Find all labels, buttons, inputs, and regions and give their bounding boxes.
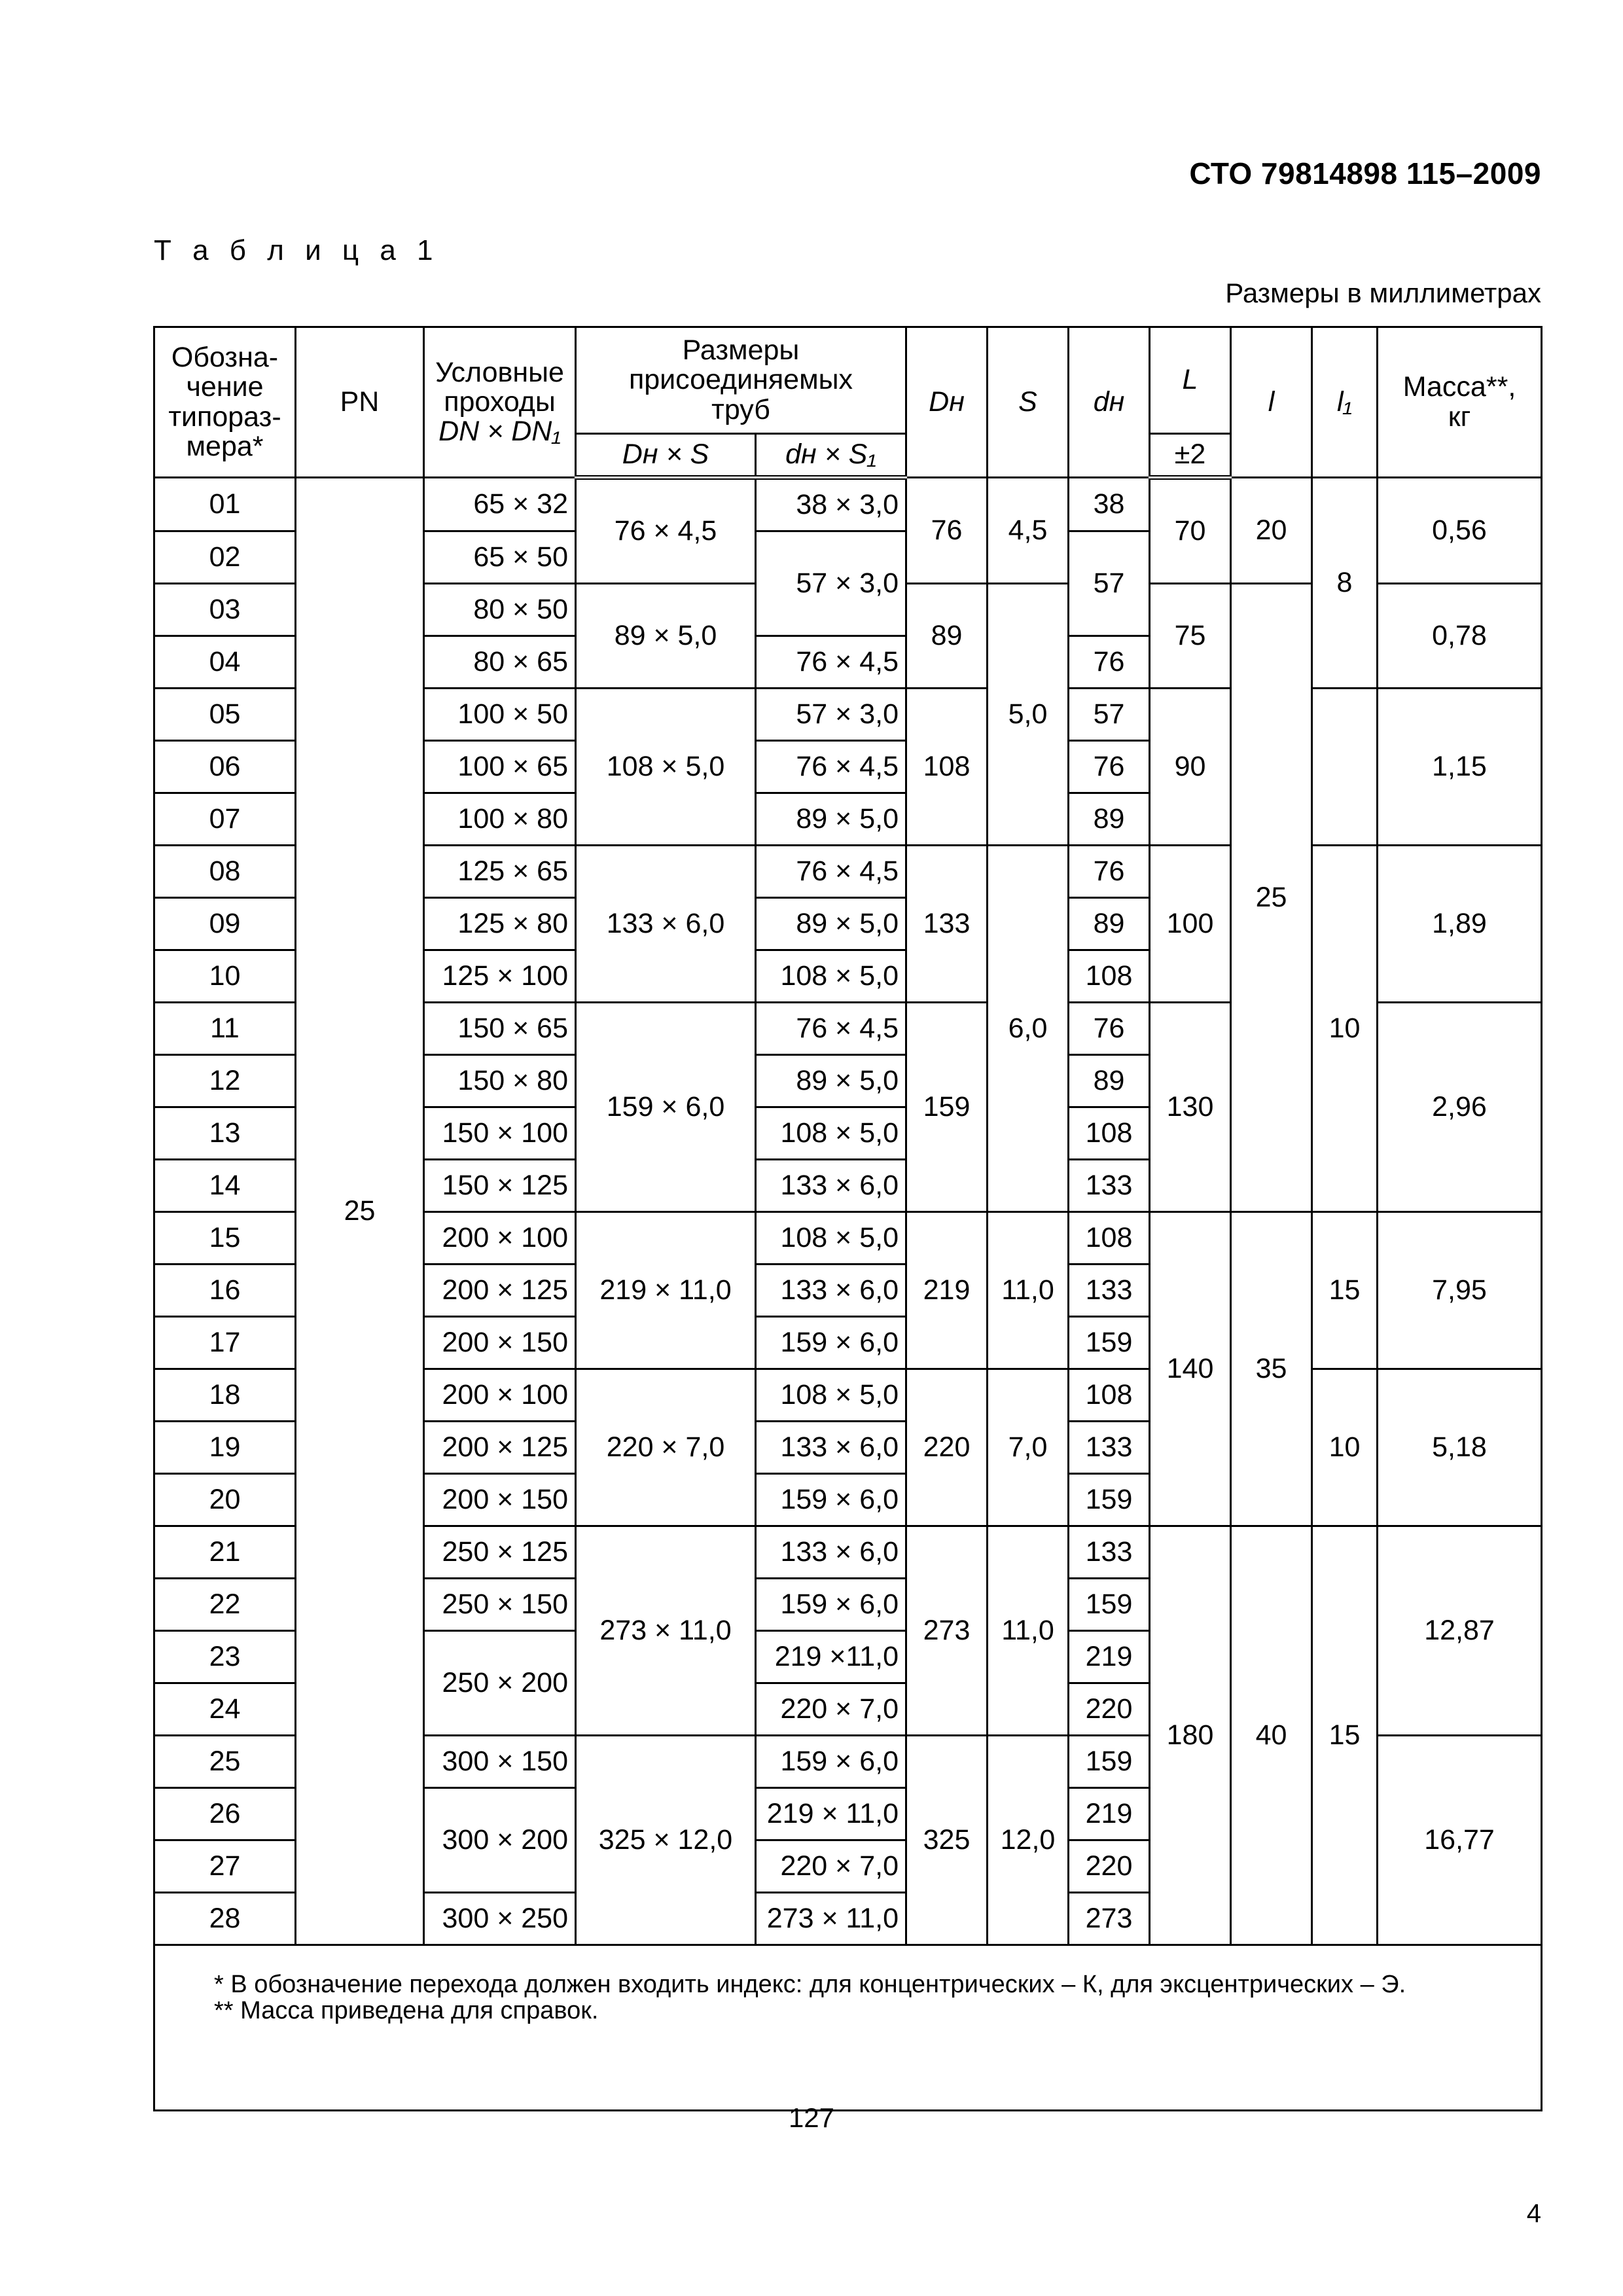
cell-designation: 25: [154, 1736, 296, 1788]
cell-designation: 19: [154, 1422, 296, 1474]
cell-pipe-Dh-S: 76 × 4,5: [576, 478, 756, 584]
cell-Dh: 76: [906, 478, 988, 584]
cell-pipe-Dh-S: 219 × 11,0: [576, 1212, 756, 1369]
cell-dh: 220: [1069, 1683, 1150, 1736]
cell-nominal: 150 × 65: [424, 1003, 576, 1055]
cell-nominal: 200 × 100: [424, 1369, 576, 1422]
cell-l1: 15: [1312, 1212, 1378, 1369]
cell-pipe-dh-S1: 76 × 4,5: [756, 846, 906, 898]
cell-designation: 18: [154, 1369, 296, 1422]
cell-designation: 26: [154, 1788, 296, 1840]
cell-dh: 108: [1069, 1107, 1150, 1160]
cell-designation: 23: [154, 1631, 296, 1683]
cell-nominal: 65 × 32: [424, 478, 576, 531]
header-pipe-Dh-S: Dн × S: [576, 434, 756, 478]
cell-pipe-dh-S1: 76 × 4,5: [756, 1003, 906, 1055]
cell-nominal: 250 × 150: [424, 1579, 576, 1631]
cell-dh: 220: [1069, 1840, 1150, 1893]
cell-pipe-dh-S1: 108 × 5,0: [756, 950, 906, 1003]
cell-designation: 22: [154, 1579, 296, 1631]
cell-pipe-dh-S1: 133 × 6,0: [756, 1422, 906, 1474]
page-number-corner: 4: [1526, 2199, 1541, 2228]
cell-pipe-dh-S1: 108 × 5,0: [756, 1107, 906, 1160]
cell-pipe-dh-S1: 159 × 6,0: [756, 1736, 906, 1788]
cell-nominal: 200 × 125: [424, 1422, 576, 1474]
cell-pipe-dh-S1: 89 × 5,0: [756, 793, 906, 846]
cell-designation: 14: [154, 1160, 296, 1212]
cell-nominal: 125 × 80: [424, 898, 576, 950]
header-l: l: [1231, 327, 1312, 478]
cell-dh: 38: [1069, 478, 1150, 531]
cell-designation: 11: [154, 1003, 296, 1055]
cell-S: 12,0: [988, 1736, 1069, 1945]
cell-nominal: 80 × 50: [424, 584, 576, 636]
cell-pipe-dh-S1: 219 × 11,0: [756, 1788, 906, 1840]
cell-pipe-dh-S1: 159 × 6,0: [756, 1579, 906, 1631]
header-nominal-label: Условные проходы: [435, 356, 564, 418]
header-nominal-sub: DN × DN₁: [438, 416, 561, 448]
cell-nominal: 150 × 100: [424, 1107, 576, 1160]
cell-nominal: 300 × 150: [424, 1736, 576, 1788]
header-designation: Обозна- чение типораз- мера*: [154, 327, 296, 478]
cell-mass: 12,87: [1378, 1526, 1542, 1736]
cell-pipe-dh-S1: 220 × 7,0: [756, 1683, 906, 1736]
cell-designation: 04: [154, 636, 296, 689]
cell-pipe-dh-S1: 76 × 4,5: [756, 741, 906, 793]
footnote-mass: ** Масса приведена для справок.: [214, 1996, 599, 2024]
cell-pipe-Dh-S: 325 × 12,0: [576, 1736, 756, 1945]
cell-pipe-Dh-S: 108 × 5,0: [576, 689, 756, 846]
cell-pipe-dh-S1: 219 ×11,0: [756, 1631, 906, 1683]
cell-dh: 273: [1069, 1893, 1150, 1945]
cell-nominal: 200 × 125: [424, 1265, 576, 1317]
cell-L: 180: [1150, 1526, 1231, 1945]
cell-S: 4,5: [988, 478, 1069, 584]
cell-l: 40: [1231, 1526, 1312, 1945]
cell-pipe-dh-S1: 57 × 3,0: [756, 689, 906, 741]
cell-S: 11,0: [988, 1212, 1069, 1369]
cell-designation: 10: [154, 950, 296, 1003]
units-note: Размеры в миллиметрах: [1225, 278, 1541, 308]
cell-pipe-dh-S1: 38 × 3,0: [756, 478, 906, 531]
cell-designation: 27: [154, 1840, 296, 1893]
cell-pipe-dh-S1: 57 × 3,0: [756, 531, 906, 636]
header-L: L: [1150, 327, 1231, 434]
header-S: S: [988, 327, 1069, 478]
cell-mass: 2,96: [1378, 1003, 1542, 1212]
header-nominal: [424, 327, 576, 478]
cell-dh: 89: [1069, 898, 1150, 950]
cell-dh: 133: [1069, 1160, 1150, 1212]
cell-designation: 09: [154, 898, 296, 950]
cell-designation: 08: [154, 846, 296, 898]
cell-L: 70: [1150, 478, 1231, 584]
cell-nominal: 300 × 200: [424, 1788, 576, 1893]
cell-pipe-dh-S1: 159 × 6,0: [756, 1474, 906, 1526]
cell-designation: 13: [154, 1107, 296, 1160]
cell-designation: 16: [154, 1265, 296, 1317]
cell-mass: 7,95: [1378, 1212, 1542, 1369]
cell-pipe-Dh-S: 89 × 5,0: [576, 584, 756, 689]
cell-dh: 57: [1069, 531, 1150, 636]
cell-designation: 21: [154, 1526, 296, 1579]
cell-l1: 10: [1312, 1369, 1378, 1526]
cell-mass: 0,78: [1378, 584, 1542, 689]
cell-dh: 76: [1069, 636, 1150, 689]
cell-nominal: 80 × 65: [424, 636, 576, 689]
cell-pipe-dh-S1: 89 × 5,0: [756, 898, 906, 950]
cell-dh: 159: [1069, 1474, 1150, 1526]
cell-nominal: 65 × 50: [424, 531, 576, 584]
cell-Dh: 220: [906, 1369, 988, 1526]
cell-pipe-dh-S1: 133 × 6,0: [756, 1265, 906, 1317]
cell-designation: 12: [154, 1055, 296, 1107]
cell-pipe-dh-S1: 108 × 5,0: [756, 1212, 906, 1265]
cell-l: 25: [1231, 584, 1312, 1212]
cell-nominal: 100 × 65: [424, 741, 576, 793]
cell-nominal: 100 × 80: [424, 793, 576, 846]
cell-mass: 16,77: [1378, 1736, 1542, 1945]
cell-designation: 07: [154, 793, 296, 846]
cell-nominal: 125 × 100: [424, 950, 576, 1003]
footnote-index: * В обозначение перехода должен входить индекс: для концентрических – К, для эксцентрических – Э.: [214, 1971, 1406, 1998]
page-number-center: 127: [788, 2102, 835, 2133]
cell-pipe-dh-S1: 273 × 11,0: [756, 1893, 906, 1945]
table-caption: Т а б л и ц а 1: [154, 234, 440, 266]
cell-designation: 06: [154, 741, 296, 793]
cell-dh: 89: [1069, 793, 1150, 846]
cell-designation: 01: [154, 478, 296, 531]
cell-designation: 28: [154, 1893, 296, 1945]
cell-mass: 5,18: [1378, 1369, 1542, 1526]
cell-pipe-Dh-S: 220 × 7,0: [576, 1369, 756, 1526]
cell-l1: 8: [1312, 478, 1378, 689]
cell-mass: 1,89: [1378, 846, 1542, 1003]
header-l1: l₁: [1312, 327, 1378, 478]
cell-designation: 02: [154, 531, 296, 584]
header-pipes: Размеры присоединяемых труб: [576, 327, 906, 434]
cell-nominal: 150 × 125: [424, 1160, 576, 1212]
cell-designation: 20: [154, 1474, 296, 1526]
cell-pipe-dh-S1: 76 × 4,5: [756, 636, 906, 689]
cell-Dh: 219: [906, 1212, 988, 1369]
header-pn: PN: [296, 327, 424, 478]
cell-nominal: 200 × 150: [424, 1317, 576, 1369]
cell-pipe-dh-S1: 159 × 6,0: [756, 1317, 906, 1369]
dimensions-table: [153, 326, 1543, 2111]
cell-l1: 15: [1312, 1526, 1378, 1945]
cell-designation: 15: [154, 1212, 296, 1265]
cell-pipe-dh-S1: 133 × 6,0: [756, 1160, 906, 1212]
cell-dh: 159: [1069, 1736, 1150, 1788]
cell-designation: 17: [154, 1317, 296, 1369]
cell-Dh: 108: [906, 689, 988, 846]
cell-S: 7,0: [988, 1369, 1069, 1526]
cell-dh: 133: [1069, 1422, 1150, 1474]
cell-S: 11,0: [988, 1526, 1069, 1736]
cell-nominal: 200 × 150: [424, 1474, 576, 1526]
cell-dh: 57: [1069, 689, 1150, 741]
header-L-tolerance: ±2: [1150, 434, 1231, 478]
cell-S: 6,0: [988, 846, 1069, 1212]
cell-L: 100: [1150, 846, 1231, 1003]
cell-designation: 03: [154, 584, 296, 636]
cell-nominal: 300 × 250: [424, 1893, 576, 1945]
cell-nominal: 100 × 50: [424, 689, 576, 741]
cell-L: 75: [1150, 584, 1231, 689]
footnote-row: [154, 1945, 1542, 2111]
cell-nominal: 200 × 100: [424, 1212, 576, 1265]
header-dh: dн: [1069, 327, 1150, 478]
cell-L: 90: [1150, 689, 1231, 846]
cell-dh: 219: [1069, 1788, 1150, 1840]
cell-dh: 159: [1069, 1317, 1150, 1369]
cell-dh: 108: [1069, 1369, 1150, 1422]
header-pipe-dh-S1: dн × S₁: [756, 434, 906, 478]
cell-Dh: 89: [906, 584, 988, 689]
cell-Dh: 325: [906, 1736, 988, 1945]
cell-l1: [1312, 689, 1378, 846]
cell-pipe-dh-S1: 89 × 5,0: [756, 1055, 906, 1107]
cell-nominal: 125 × 65: [424, 846, 576, 898]
cell-dh: 89: [1069, 1055, 1150, 1107]
cell-pipe-Dh-S: 159 × 6,0: [576, 1003, 756, 1212]
cell-pn: 25: [296, 478, 424, 1945]
cell-Dh: 133: [906, 846, 988, 1003]
cell-dh: 76: [1069, 846, 1150, 898]
cell-designation: 24: [154, 1683, 296, 1736]
cell-pipe-dh-S1: 108 × 5,0: [756, 1369, 906, 1422]
cell-designation: 05: [154, 689, 296, 741]
cell-l1: 10: [1312, 846, 1378, 1212]
cell-nominal: 250 × 200: [424, 1631, 576, 1736]
header-mass: Масса**, кг: [1378, 327, 1542, 478]
footnotes: [154, 1945, 1542, 2111]
cell-dh: 133: [1069, 1526, 1150, 1579]
cell-l: 35: [1231, 1212, 1312, 1526]
table-row: [154, 478, 1542, 531]
cell-dh: 76: [1069, 1003, 1150, 1055]
cell-pipe-dh-S1: 133 × 6,0: [756, 1526, 906, 1579]
cell-pipe-Dh-S: 273 × 11,0: [576, 1526, 756, 1736]
cell-pipe-dh-S1: 220 × 7,0: [756, 1840, 906, 1893]
cell-dh: 108: [1069, 950, 1150, 1003]
cell-L: 130: [1150, 1003, 1231, 1212]
document-code: СТО 79814898 115–2009: [1189, 156, 1541, 190]
cell-S: 5,0: [988, 584, 1069, 846]
cell-pipe-Dh-S: 133 × 6,0: [576, 846, 756, 1003]
cell-mass: 1,15: [1378, 689, 1542, 846]
cell-dh: 159: [1069, 1579, 1150, 1631]
cell-dh: 108: [1069, 1212, 1150, 1265]
cell-dh: 219: [1069, 1631, 1150, 1683]
cell-Dh: 273: [906, 1526, 988, 1736]
cell-l: 20: [1231, 478, 1312, 584]
cell-Dh: 159: [906, 1003, 988, 1212]
cell-dh: 133: [1069, 1265, 1150, 1317]
cell-mass: 0,56: [1378, 478, 1542, 584]
header-Dh: Dн: [906, 327, 988, 478]
cell-nominal: 250 × 125: [424, 1526, 576, 1579]
cell-nominal: 150 × 80: [424, 1055, 576, 1107]
cell-L: 140: [1150, 1212, 1231, 1526]
cell-dh: 76: [1069, 741, 1150, 793]
